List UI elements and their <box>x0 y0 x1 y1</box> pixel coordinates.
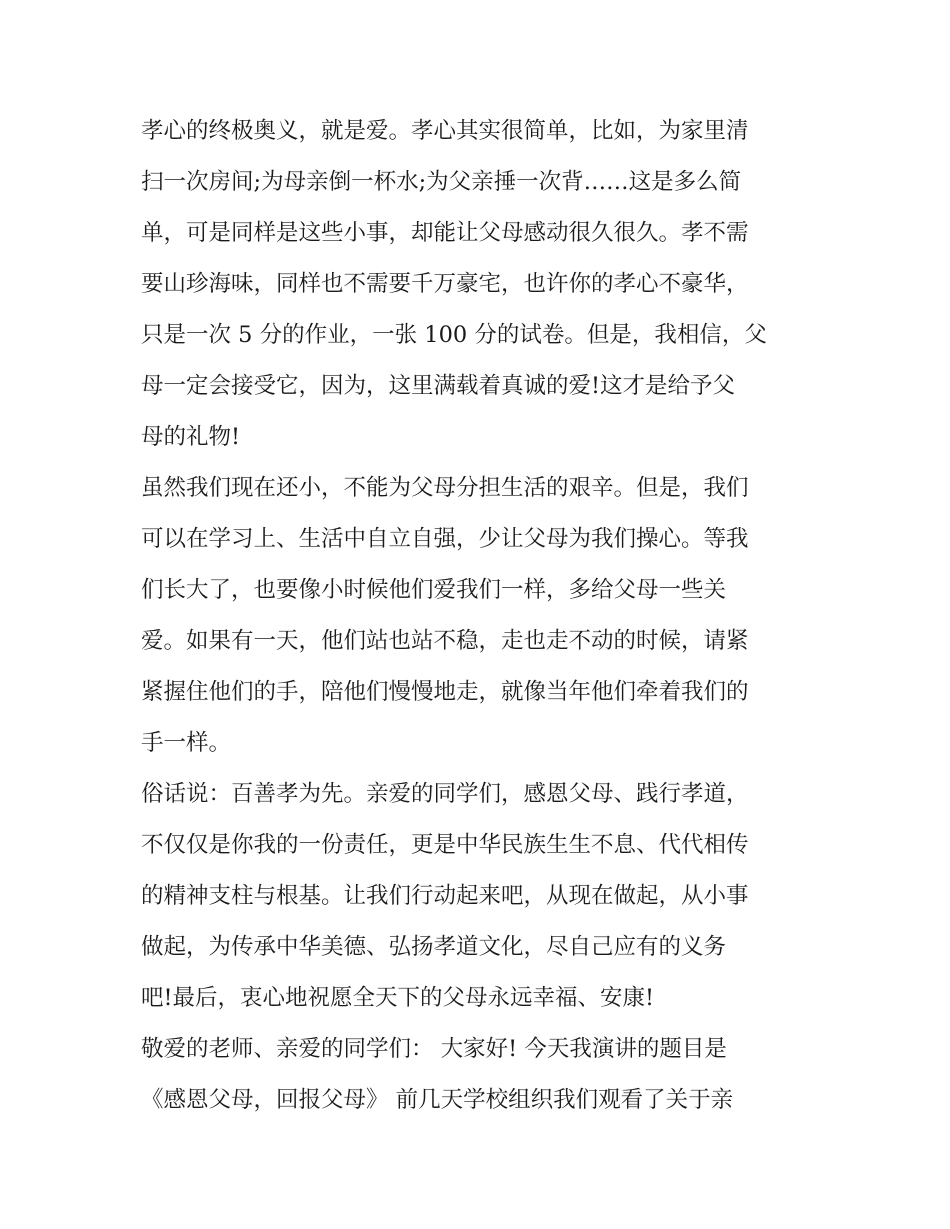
text-line-17: 做起，为传承中华美德、弘扬孝道文化，尽自己应有的义务 <box>141 934 727 960</box>
text-line-16: 的精神支柱与根基。让我们行动起来吧，从现在做起，从小事 <box>141 883 749 909</box>
text-line-4: 要山珍海味，同样也不需要千万豪宅，也许你的孝心不豪华， <box>141 271 749 297</box>
text-line-8: 虽然我们现在还小，不能为父母分担生活的艰辛。但是，我们 <box>141 475 749 501</box>
text-line-1: 孝心的终极奥义，就是爱。孝心其实很简单，比如，为家里清 <box>141 118 749 144</box>
text-line-11: 爱。如果有一天，他们站也站不稳，走也走不动的时候，请紧 <box>141 628 749 654</box>
text-line-15: 不仅仅是你我的一份责任，更是中华民族生生不息、代代相传 <box>141 832 749 858</box>
text-line-9: 可以在学习上、生活中自立自强，少让父母为我们操心。等我 <box>141 526 749 552</box>
text-line-2: 扫一次房间;为母亲倒一杯水;为父亲捶一次背……这是多么简 <box>141 169 742 195</box>
text-line-5: 只是一次 5 分的作业，一张 100 分的试卷。但是，我相信，父 <box>141 322 767 348</box>
text-line-20: 《感恩父母，回报父母》 前几天学校组织我们观看了关于亲 <box>141 1087 734 1113</box>
text-line-19: 敬爱的老师、亲爱的同学们： 大家好! 今天我演讲的题目是 <box>141 1036 727 1062</box>
text-line-3: 单，可是同样是这些小事，却能让父母感动很久很久。孝不需 <box>141 220 749 246</box>
text-line-13: 手一样。 <box>141 730 232 756</box>
text-line-12: 紧握住他们的手，陪他们慢慢地走，就像当年他们牵着我们的 <box>141 679 749 705</box>
text-line-14: 俗话说：百善孝为先。亲爱的同学们，感恩父母、践行孝道， <box>141 781 749 807</box>
document-body <box>141 106 816 1126</box>
text-line-10: 们长大了，也要像小时候他们爱我们一样，多给父母一些关 <box>141 577 727 603</box>
text-line-18: 吧!最后，衷心地祝愿全天下的父母永远幸福、安康! <box>141 985 655 1011</box>
text-line-7: 母的礼物! <box>141 424 241 450</box>
text-line-6: 母一定会接受它，因为，这里满载着真诚的爱!这才是给予父 <box>141 373 736 399</box>
